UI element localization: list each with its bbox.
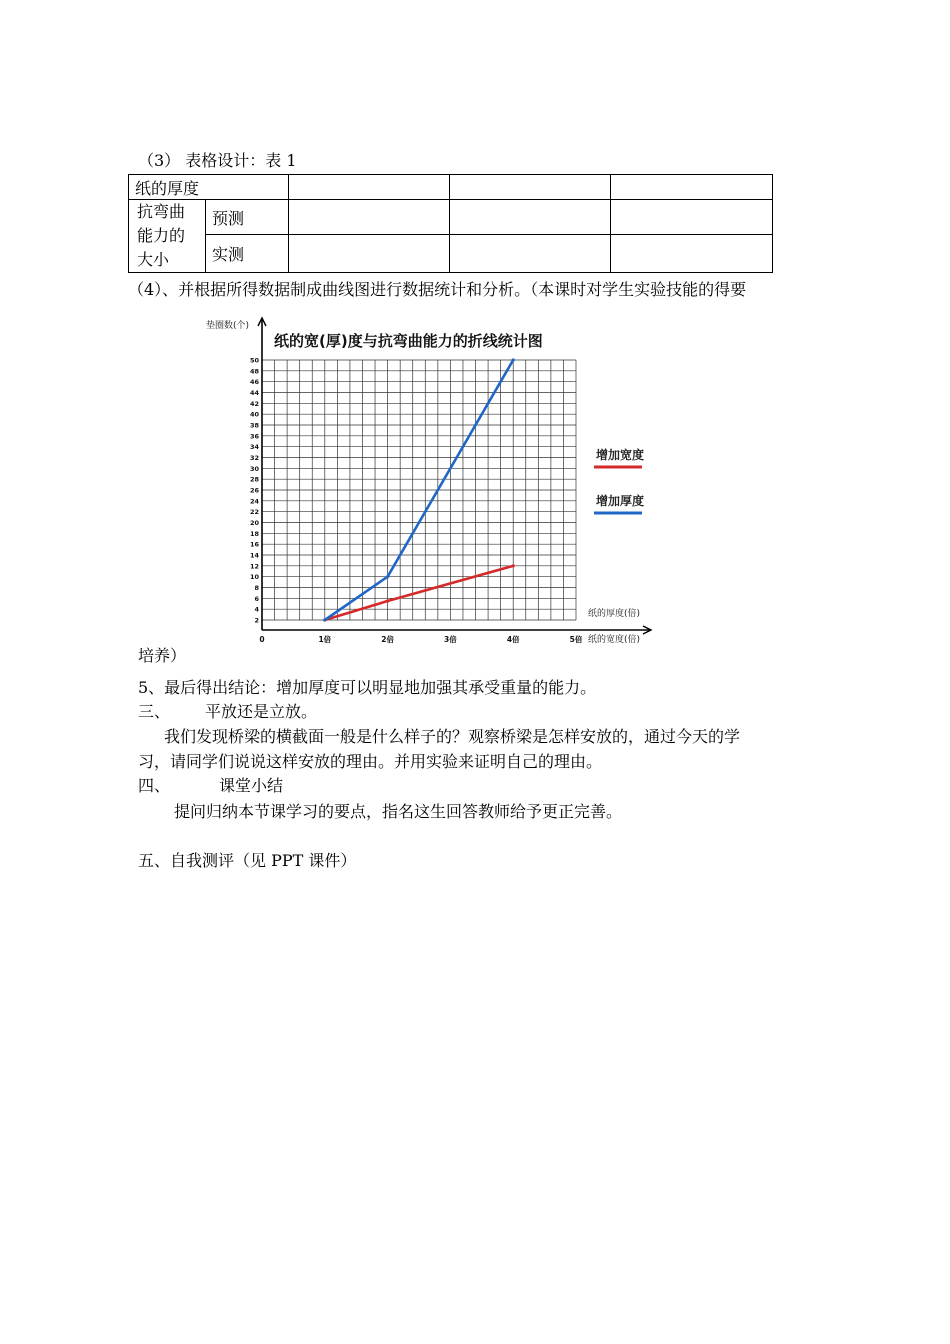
x-tick-label: 4倍 <box>506 635 520 644</box>
table-cell <box>450 200 611 235</box>
section-5-heading: 五、自我测评（见 PPT 课件） <box>138 851 357 870</box>
capacity-label-cell: 抗弯曲能力的大小 <box>129 200 206 273</box>
chart-svg <box>196 312 676 648</box>
data-point <box>512 564 515 567</box>
section-4-title: 课堂小结 <box>219 776 284 795</box>
line-chart <box>196 312 676 648</box>
chart-grid <box>262 360 576 620</box>
table-cell <box>289 235 450 273</box>
chart-title: 纸的宽(厚)度与抗弯曲能力的折线统计图 <box>274 332 543 350</box>
x-axis-label-width: 纸的宽度(倍) <box>588 635 641 645</box>
section-3-body-line-2: 习，请同学们说说这样安放的理由。并用实验来证明自己的理由。 <box>138 752 603 771</box>
predict-label-cell: 预测 <box>206 200 289 235</box>
y-tick-label: 18 <box>249 529 259 538</box>
x-axis-label-thickness: 纸的厚度(倍) <box>588 609 641 619</box>
y-tick-label: 42 <box>249 399 259 408</box>
data-point <box>323 618 326 621</box>
section-3-title: 平放还是立放。 <box>205 702 318 721</box>
series-line-0 <box>325 566 513 620</box>
y-tick-label: 14 <box>249 551 259 560</box>
section-4-continuation: 培养） <box>138 646 187 665</box>
y-tick-label: 12 <box>249 562 259 571</box>
y-tick-label: 34 <box>249 443 259 452</box>
x-tick-label: 1倍 <box>318 635 332 644</box>
section-4-number: 四、 <box>138 776 171 795</box>
chart-legend <box>594 447 644 513</box>
table-cell <box>611 175 773 200</box>
y-tick-label: 44 <box>249 389 259 397</box>
x-tick-label: 2倍 <box>381 635 394 644</box>
data-point <box>386 575 389 578</box>
data-point <box>386 599 389 602</box>
table-1 <box>128 174 773 273</box>
section-4-body: 提问归纳本节课学习的要点，指名这生回答教师给予更正完善。 <box>174 802 623 821</box>
y-axis-label: 垫圈数(个) <box>206 321 250 331</box>
table-cell <box>450 235 611 273</box>
y-tick-label: 20 <box>249 519 259 527</box>
y-tick-label: 4 <box>254 605 259 614</box>
table-row <box>129 175 773 200</box>
section-3-body-line-1: 我们发现桥梁的横截面一般是什么样子的？观察桥梁是怎样安放的，通过今天的学 <box>164 727 741 746</box>
x-tick-label: 5倍 <box>569 635 583 644</box>
x-tick-label: 0 <box>259 635 265 644</box>
table-cell <box>611 200 773 235</box>
y-tick-label: 30 <box>249 464 259 473</box>
y-tick-label: 24 <box>249 497 259 506</box>
conclusion-paragraph: 5、最后得出结论：增加厚度可以明显地加强其承受重量的能力。 <box>138 678 597 697</box>
x-tick-label: 3倍 <box>444 635 457 644</box>
y-tick-label: 10 <box>249 573 259 582</box>
data-point <box>512 358 515 361</box>
y-tick-label: 48 <box>249 367 259 376</box>
table-row <box>129 200 773 235</box>
y-tick-label: 22 <box>249 508 259 517</box>
section-4-paragraph: （4）、并根据所得数据制成曲线图进行数据统计和分析。（本课时对学生实验技能的得要 <box>128 280 747 299</box>
legend-label-thickness: 增加厚度 <box>596 494 645 508</box>
table-cell <box>289 200 450 235</box>
y-tick-label: 6 <box>254 594 259 603</box>
y-tick-label: 16 <box>249 540 259 549</box>
y-tick-label: 32 <box>249 454 259 462</box>
y-tick-label: 38 <box>249 421 259 430</box>
y-tick-label: 36 <box>249 432 259 441</box>
legend-label-width: 增加宽度 <box>596 448 645 462</box>
y-tick-label: 2 <box>254 616 259 625</box>
section-3-heading: （3） 表格设计：表 1 <box>138 151 297 170</box>
table-cell <box>289 175 450 200</box>
y-tick-label: 50 <box>249 356 259 365</box>
table-row <box>129 235 773 273</box>
y-tick-label: 46 <box>249 378 259 387</box>
thickness-label-cell: 纸的厚度 <box>129 175 289 200</box>
table-cell <box>611 235 773 273</box>
y-tick-label: 28 <box>249 475 259 484</box>
section-3-number: 三、 <box>138 702 171 721</box>
table-cell <box>450 175 611 200</box>
y-tick-label: 8 <box>254 584 259 592</box>
measure-label-cell: 实测 <box>206 235 289 273</box>
y-tick-label: 40 <box>249 410 259 419</box>
y-tick-label: 26 <box>249 486 259 495</box>
